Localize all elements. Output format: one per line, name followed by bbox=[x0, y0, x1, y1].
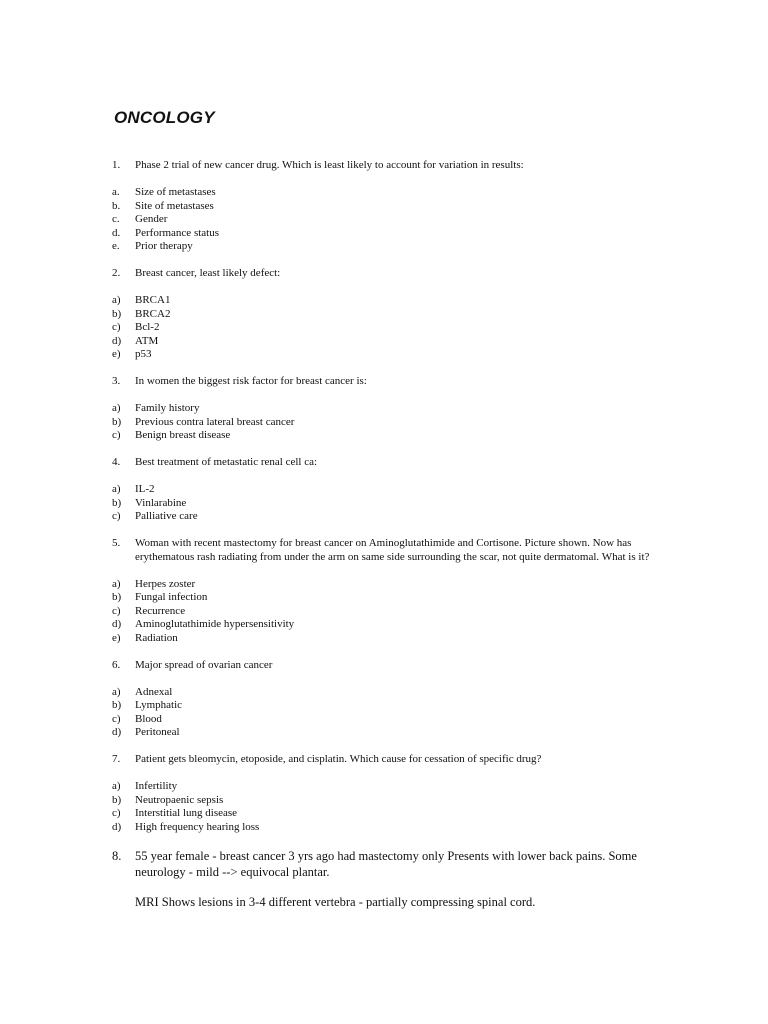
option-text: p53 bbox=[135, 348, 152, 360]
option-list bbox=[112, 686, 660, 740]
question-number: 5. bbox=[112, 537, 121, 549]
option-item bbox=[112, 429, 660, 443]
option-letter: d. bbox=[112, 226, 121, 239]
option-text: Peritoneal bbox=[135, 726, 180, 738]
option-letter: a) bbox=[112, 780, 121, 792]
option-text: Aminoglutathimide hypersensitivity bbox=[135, 618, 295, 630]
question-text: Breast cancer, least likely defect: bbox=[135, 267, 281, 279]
option-text: Infertility bbox=[135, 780, 178, 792]
option-letter: b) bbox=[112, 415, 122, 428]
option-letter: d) bbox=[112, 820, 122, 833]
question-number: 7. bbox=[112, 753, 121, 765]
option-text: Size of metastases bbox=[135, 186, 216, 198]
question-number: 1. bbox=[112, 159, 121, 171]
option-text: Gender bbox=[135, 213, 168, 225]
page-title: ONCOLOGY bbox=[114, 108, 215, 127]
option-item bbox=[112, 618, 660, 632]
option-item bbox=[112, 726, 660, 740]
question-number: 8. bbox=[112, 848, 122, 863]
option-text: ATM bbox=[135, 334, 159, 347]
option-text: Neutropaenic sepsis bbox=[135, 793, 224, 806]
option-item bbox=[112, 213, 660, 227]
question-number: 4. bbox=[112, 456, 121, 468]
question-number: 3. bbox=[112, 375, 121, 387]
question-text: 55 year female - breast cancer 3 yrs ago had mastectomy only Presents with lower back pains. Some neurology - mild --> equivocal plantar. bbox=[135, 848, 637, 879]
option-text: Herpes zoster bbox=[135, 577, 196, 590]
question-4 bbox=[112, 456, 660, 524]
option-letter: c. bbox=[112, 213, 120, 225]
option-text: Lymphatic bbox=[135, 699, 183, 711]
option-item bbox=[112, 497, 660, 511]
option-item bbox=[112, 591, 660, 605]
option-letter: b) bbox=[112, 699, 122, 711]
question-5 bbox=[112, 537, 660, 645]
option-item bbox=[112, 321, 660, 335]
option-letter: a) bbox=[112, 483, 121, 495]
option-list bbox=[112, 294, 660, 362]
option-list bbox=[112, 402, 660, 443]
option-item bbox=[112, 713, 660, 727]
option-item bbox=[112, 240, 660, 254]
option-text: Palliative care bbox=[135, 510, 198, 522]
option-item bbox=[112, 308, 660, 322]
option-item bbox=[112, 605, 660, 619]
question-followup-text: MRI Shows lesions in 3-4 different vertebra - partially compressing spinal cord. bbox=[135, 894, 536, 909]
question-text: In women the biggest risk factor for breast cancer is: bbox=[135, 375, 367, 387]
option-text: Fungal infection bbox=[135, 591, 208, 603]
option-text: BRCA2 bbox=[135, 307, 171, 320]
option-item bbox=[112, 186, 660, 200]
question-text: Woman with recent mastectomy for breast cancer on Aminoglutathimide and Cortisone. Picture shown. Now has erythematous rash radiating from under the arm on same side surrounding the scar, not quite dermatomal. What is it? bbox=[135, 537, 650, 563]
option-text: Site of metastases bbox=[135, 199, 214, 212]
option-text: Radiation bbox=[135, 631, 178, 644]
option-letter: a) bbox=[112, 685, 121, 698]
question-6 bbox=[112, 659, 660, 740]
option-text: BRCA1 bbox=[135, 294, 171, 306]
option-letter: b) bbox=[112, 307, 122, 320]
option-letter: c) bbox=[112, 807, 121, 819]
question-text: Best treatment of metastatic renal cell ca: bbox=[135, 456, 318, 468]
option-item bbox=[112, 335, 660, 349]
option-item bbox=[112, 632, 660, 646]
question-text: Phase 2 trial of new cancer drug. Which is least likely to account for variation in results: bbox=[135, 159, 524, 171]
option-item bbox=[112, 402, 660, 416]
option-letter: c) bbox=[112, 604, 121, 617]
option-text: Prior therapy bbox=[135, 240, 193, 252]
option-text: Vinlarabine bbox=[135, 496, 187, 509]
option-item bbox=[112, 699, 660, 713]
option-item bbox=[112, 686, 660, 700]
option-letter: e) bbox=[112, 348, 121, 360]
option-text: Performance status bbox=[135, 226, 219, 239]
option-letter: c) bbox=[112, 510, 121, 522]
question-2 bbox=[112, 267, 660, 362]
option-text: Adnexal bbox=[135, 685, 173, 698]
option-letter: b) bbox=[112, 496, 122, 509]
question-8 bbox=[112, 848, 660, 910]
question-text: Major spread of ovarian cancer bbox=[135, 658, 273, 671]
option-list bbox=[112, 483, 660, 524]
option-list bbox=[112, 578, 660, 646]
option-letter: a) bbox=[112, 294, 121, 306]
option-letter: d) bbox=[112, 726, 122, 738]
option-item bbox=[112, 348, 660, 362]
option-letter: c) bbox=[112, 429, 121, 441]
option-letter: d) bbox=[112, 618, 122, 630]
option-letter: e) bbox=[112, 631, 121, 644]
question-text: Patient gets bleomycin, etoposide, and cisplatin. Which cause for cessation of specific drug? bbox=[135, 753, 542, 765]
option-letter: e. bbox=[112, 240, 120, 252]
option-item bbox=[112, 510, 660, 524]
question-number: 2. bbox=[112, 267, 121, 279]
option-text: Blood bbox=[135, 712, 162, 725]
option-list bbox=[112, 780, 660, 834]
option-list bbox=[112, 186, 660, 254]
option-letter: d) bbox=[112, 334, 122, 347]
question-7 bbox=[112, 753, 660, 834]
option-text: Bcl-2 bbox=[135, 321, 160, 333]
option-item bbox=[112, 294, 660, 308]
option-text: High frequency hearing loss bbox=[135, 820, 260, 833]
question-list bbox=[112, 159, 660, 923]
option-text: IL-2 bbox=[135, 483, 155, 495]
option-text: Interstitial lung disease bbox=[135, 807, 238, 819]
question-3 bbox=[112, 375, 660, 443]
option-letter: b) bbox=[112, 793, 122, 806]
option-item bbox=[112, 200, 660, 214]
option-letter: c) bbox=[112, 712, 121, 725]
question-number: 6. bbox=[112, 658, 121, 671]
option-letter: a) bbox=[112, 577, 121, 590]
option-item bbox=[112, 483, 660, 497]
option-item bbox=[112, 794, 660, 808]
option-item bbox=[112, 821, 660, 835]
option-letter: b. bbox=[112, 199, 121, 212]
option-item bbox=[112, 780, 660, 794]
option-text: Recurrence bbox=[135, 604, 186, 617]
question-1 bbox=[112, 159, 660, 254]
option-text: Benign breast disease bbox=[135, 429, 231, 441]
option-item bbox=[112, 807, 660, 821]
option-item bbox=[112, 227, 660, 241]
option-text: Previous contra lateral breast cancer bbox=[135, 415, 295, 428]
option-item bbox=[112, 578, 660, 592]
option-letter: a. bbox=[112, 186, 120, 198]
option-letter: a) bbox=[112, 402, 121, 414]
option-item bbox=[112, 416, 660, 430]
option-text: Family history bbox=[135, 402, 200, 414]
option-letter: b) bbox=[112, 591, 122, 603]
option-letter: c) bbox=[112, 321, 121, 333]
